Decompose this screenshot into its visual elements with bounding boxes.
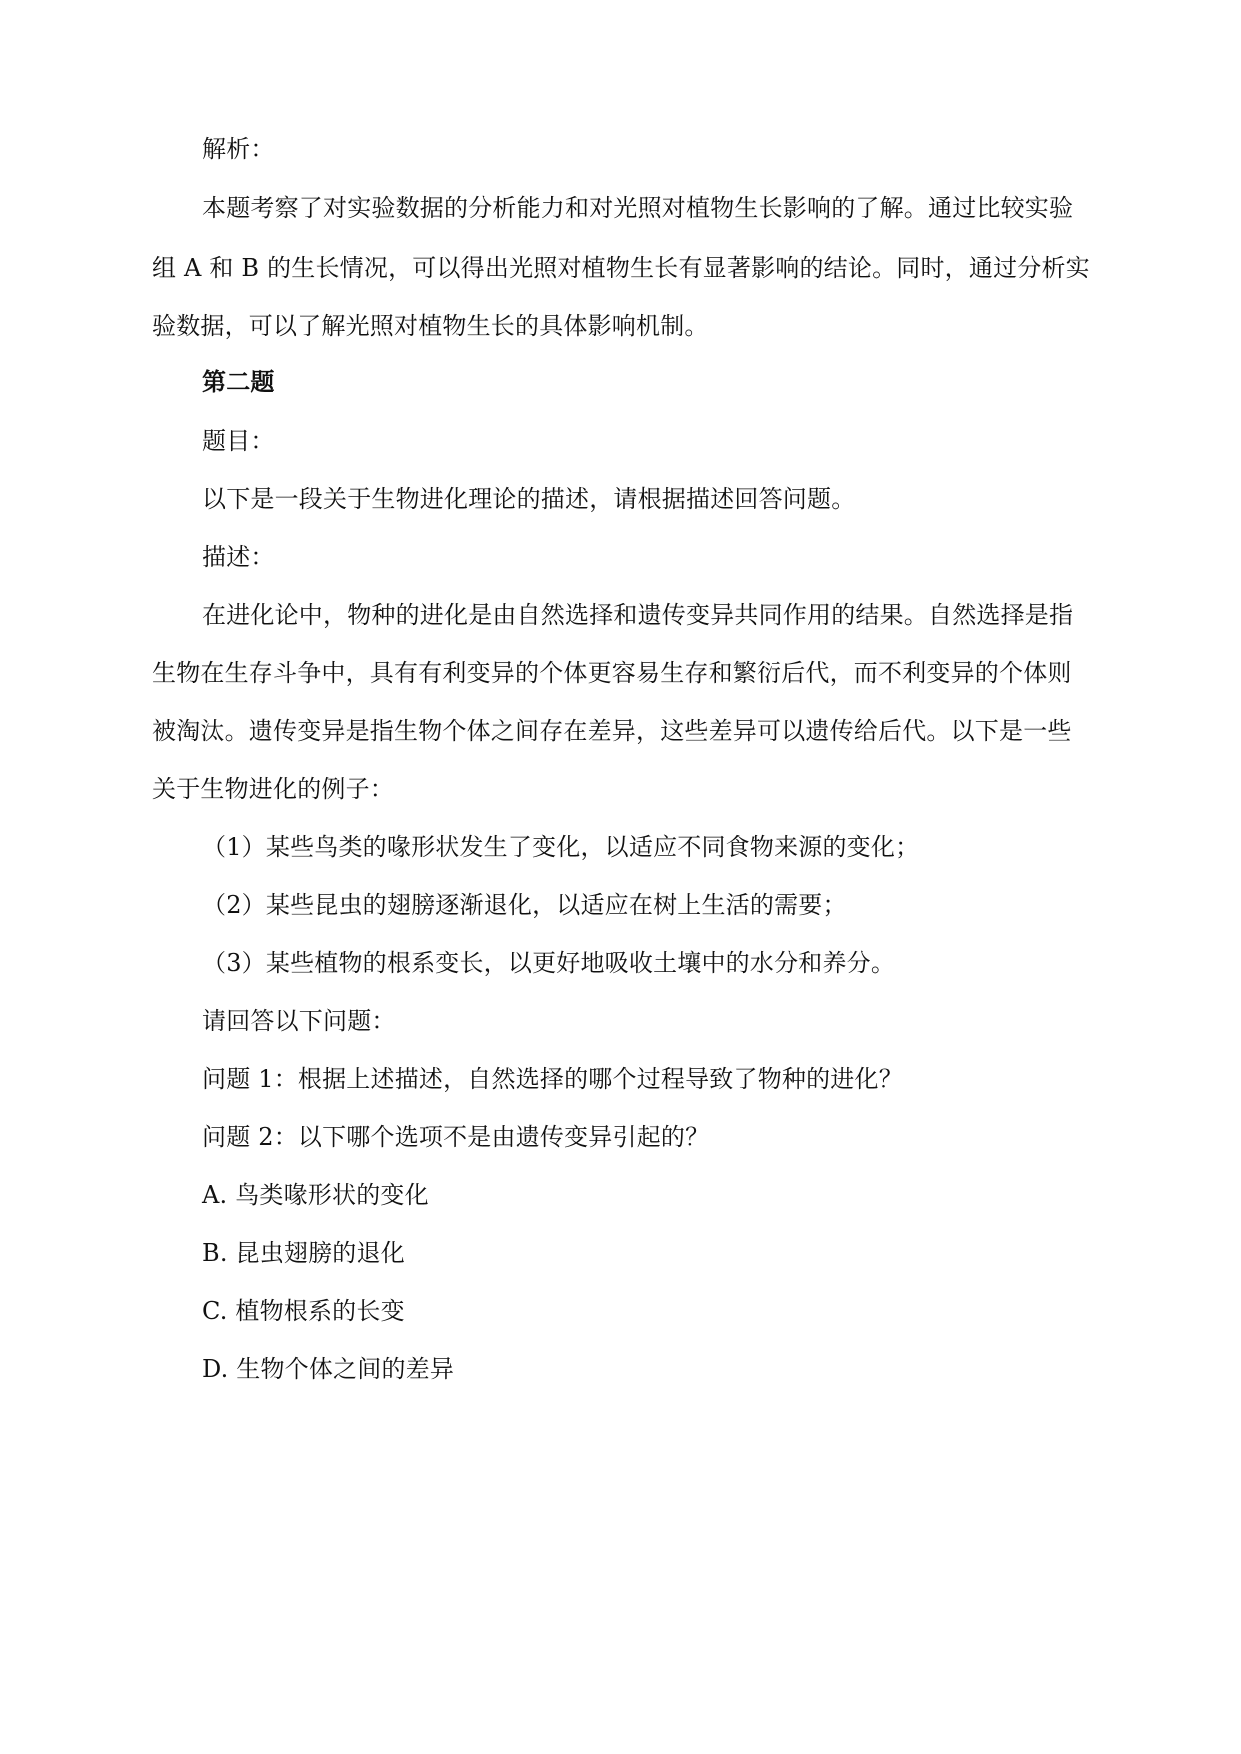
question-title: 第二题 [202, 368, 275, 396]
description-line-4: 关于生物进化的例子： [152, 775, 394, 803]
question-intro: 以下是一段关于生物进化理论的描述，请根据描述回答问题。 [202, 485, 856, 513]
question-2: 问题 2：以下哪个选项不是由遗传变异引起的？ [202, 1123, 710, 1151]
answer-prompt: 请回答以下问题： [202, 1007, 396, 1035]
option-d: D. 生物个体之间的差异 [202, 1355, 455, 1383]
description-label: 描述： [202, 543, 275, 571]
analysis-line-1: 本题考察了对实验数据的分析能力和对光照对植物生长影响的了解。通过比较实验 [202, 194, 1074, 222]
example-3: （3）某些植物的根系变长，以更好地吸收土壤中的水分和养分。 [202, 949, 896, 977]
option-b: B. 昆虫翅膀的退化 [202, 1239, 405, 1267]
description-line-2: 生物在生存斗争中，具有有利变异的个体更容易生存和繁衍后代，而不利变异的个体则 [152, 659, 1072, 687]
analysis-heading: 解析： [202, 135, 275, 163]
option-a: A. 鸟类喙形状的变化 [202, 1181, 429, 1209]
option-c: C. 植物根系的长变 [202, 1297, 405, 1325]
subject-label: 题目： [202, 427, 275, 455]
description-line-1: 在进化论中，物种的进化是由自然选择和遗传变异共同作用的结果。自然选择是指 [202, 601, 1074, 629]
analysis-line-3: 验数据，可以了解光照对植物生长的具体影响机制。 [152, 312, 709, 340]
description-line-3: 被淘汰。遗传变异是指生物个体之间存在差异，这些差异可以遗传给后代。以下是一些 [152, 717, 1072, 745]
example-2: （2）某些昆虫的翅膀逐渐退化，以适应在树上生活的需要； [202, 891, 847, 919]
question-1: 问题 1：根据上述描述，自然选择的哪个过程导致了物种的进化？ [202, 1065, 903, 1093]
example-1: （1）某些鸟类的喙形状发生了变化，以适应不同食物来源的变化； [202, 833, 920, 861]
analysis-line-2: 组 A 和 B 的生长情况，可以得出光照对植物生长有显著影响的结论。同时，通过分析实 [152, 254, 1090, 282]
